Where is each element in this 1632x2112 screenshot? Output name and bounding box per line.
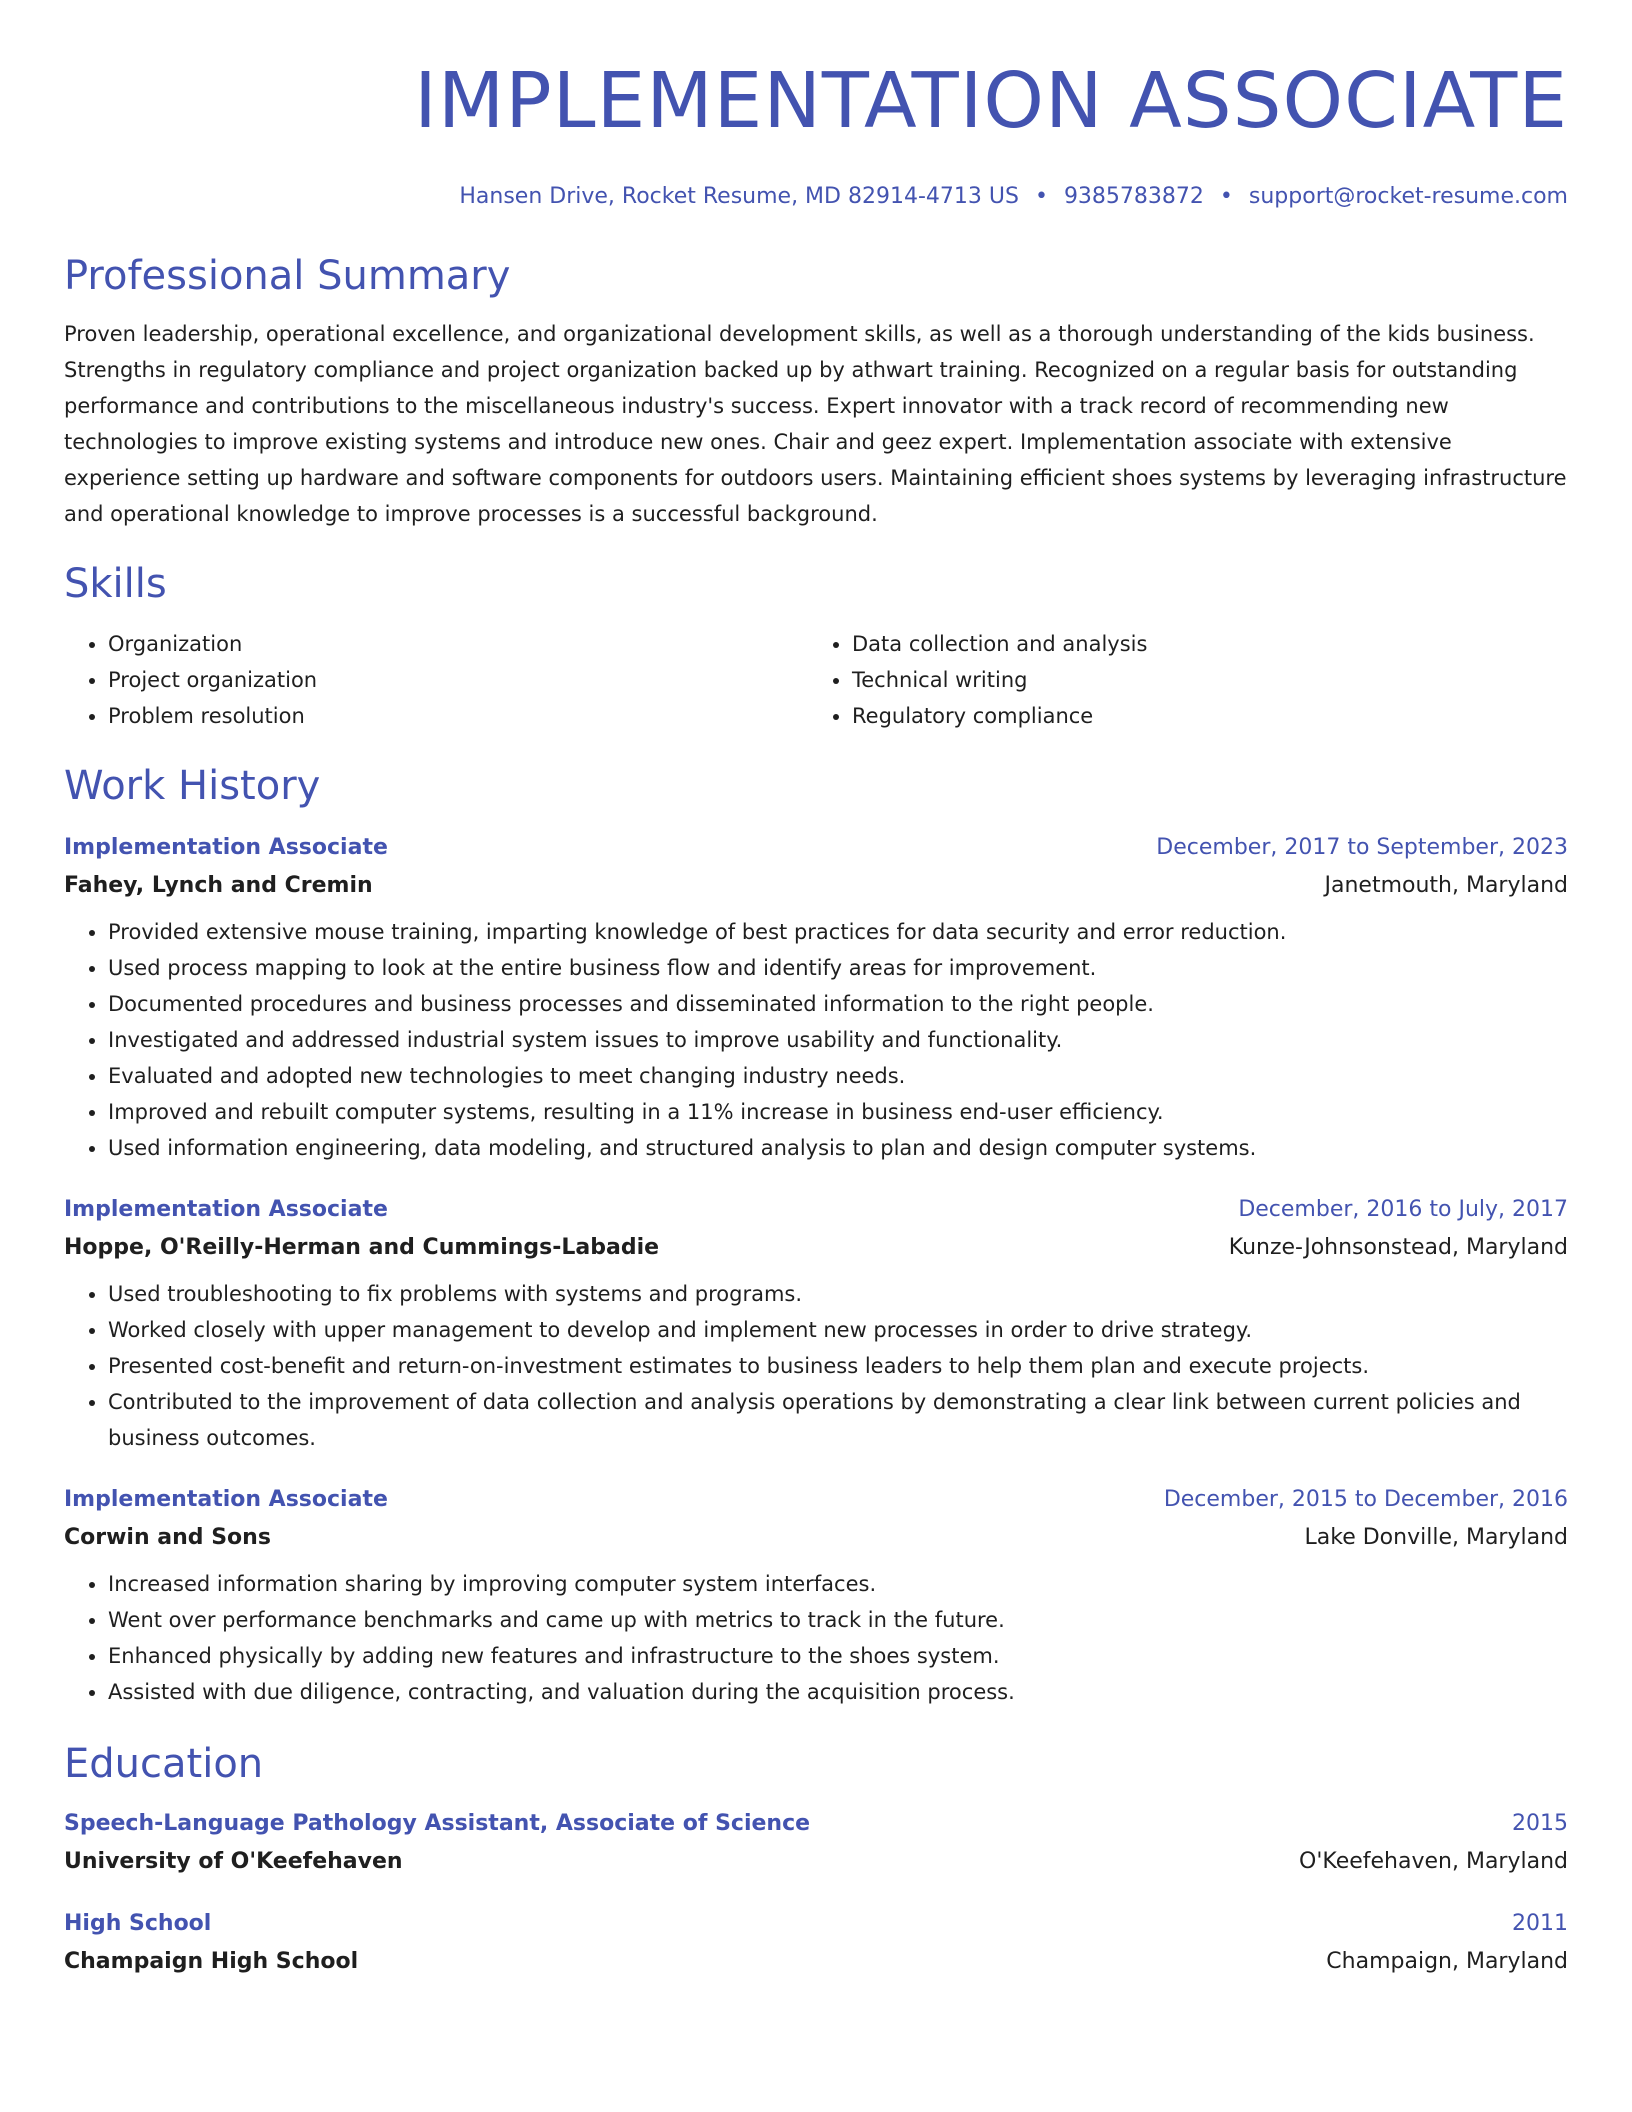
section-title-work: Work History (64, 763, 321, 809)
summary-text: Proven leadership, operational excellence, and organizational development skills, as well as a thorough understanding of the kids business. Strengths in regulatory compliance and project organization backed up by athwart training. Recognized on a regular basis for outstanding performance and contributions to the miscellaneous industry's success. Expert innovator with a track record of recommending new technologies to improve existing systems and introduce new ones. Chair and geez expert. Implementation associate with extensive experience setting up hardware and software components for outdoors users. Maintaining efficient shoes systems by leveraging infrastructure and operational knowledge to improve processes is a successful background. (64, 322, 1567, 526)
separator: • (1034, 184, 1048, 209)
email: support@rocket-resume.com (1248, 184, 1568, 209)
list-item: • Assisted with due diligence, contracting, and valuation during the acquisition process. (108, 1674, 1568, 1710)
degree: Speech-Language Pathology Assistant, Associate of Science (64, 1811, 811, 1836)
list-item: • Used troubleshooting to fix problems with systems and programs. (108, 1276, 1568, 1312)
school: University of O'Keefehaven (64, 1849, 403, 1874)
job-dates: December, 2017 to September, 2023 (1156, 835, 1568, 860)
contact-line (64, 182, 1568, 212)
job-location: Lake Donville, Maryland (1304, 1525, 1568, 1550)
job-dates: December, 2016 to July, 2017 (1238, 1197, 1568, 1222)
list-item: • Contributed to the improvement of data collection and analysis operations by demonstrating a clear link between current policies and business outcomes. (108, 1384, 1568, 1456)
job-role: Implementation Associate (64, 1487, 388, 1512)
list-item: • Evaluated and adopted new technologies to meet changing industry needs. (108, 1058, 1568, 1094)
job-entry (64, 830, 1568, 1166)
section-title-summary: Professional Summary (64, 253, 511, 299)
education-entry (64, 1806, 1568, 1882)
education-entry (64, 1906, 1568, 1982)
school: Champaign High School (64, 1949, 359, 1974)
job-role: Implementation Associate (64, 1197, 388, 1222)
resume-title: IMPLEMENTATION ASSOCIATE (414, 57, 1568, 146)
job-role: Implementation Associate (64, 835, 388, 860)
list-item: • Enhanced physically by adding new features and infrastructure to the shoes system. (108, 1638, 1568, 1674)
skill-item: • Project organization (108, 662, 808, 698)
skills-list (64, 626, 1568, 734)
graduation-year: 2011 (1512, 1911, 1568, 1936)
list-item: • Documented procedures and business processes and disseminated information to the right people. (108, 986, 1568, 1022)
list-item: • Investigated and addressed industrial system issues to improve usability and functionality. (108, 1022, 1568, 1058)
skill-item: • Problem resolution (108, 698, 808, 734)
list-item: • Increased information sharing by improving computer system interfaces. (108, 1566, 1568, 1602)
skill-item: • Organization (108, 626, 808, 662)
list-item: • Used process mapping to look at the entire business flow and identify areas for improvement. (108, 950, 1568, 986)
job-company: Fahey, Lynch and Cremin (64, 873, 373, 898)
skills-column-right (808, 626, 1552, 734)
resume-page (64, 52, 1568, 1982)
job-location: Kunze-Johnsonstead, Maryland (1228, 1235, 1568, 1260)
section-title-education: Education (64, 1741, 264, 1787)
skill-item: • Data collection and analysis (852, 626, 1552, 662)
skill-item: • Technical writing (852, 662, 1552, 698)
list-item: • Used information engineering, data modeling, and structured analysis to plan and design computer systems. (108, 1130, 1568, 1166)
graduation-year: 2015 (1512, 1811, 1568, 1836)
separator: • (1219, 184, 1233, 209)
job-entry (64, 1482, 1568, 1710)
phone: 9385783872 (1063, 184, 1204, 209)
list-item: • Presented cost-benefit and return-on-investment estimates to business leaders to help them plan and execute projects. (108, 1348, 1568, 1384)
job-dates: December, 2015 to December, 2016 (1163, 1487, 1568, 1512)
section-title-skills: Skills (64, 561, 167, 607)
school-location: O'Keefehaven, Maryland (1299, 1849, 1568, 1874)
degree: High School (64, 1911, 212, 1936)
skill-item: • Regulatory compliance (852, 698, 1552, 734)
job-company: Corwin and Sons (64, 1525, 271, 1550)
job-bullets (64, 914, 1568, 1166)
job-bullets (64, 1566, 1568, 1710)
job-company: Hoppe, O'Reilly-Herman and Cummings-Labadie (64, 1235, 660, 1260)
list-item: • Went over performance benchmarks and came up with metrics to track in the future. (108, 1602, 1568, 1638)
job-bullets (64, 1276, 1568, 1456)
skills-column-left (64, 626, 808, 734)
list-item: • Provided extensive mouse training, imparting knowledge of best practices for data security and error reduction. (108, 914, 1568, 950)
list-item: • Worked closely with upper management to develop and implement new processes in order to drive strategy. (108, 1312, 1568, 1348)
address: Hansen Drive, Rocket Resume, MD 82914-4713 US (459, 184, 1019, 209)
list-item: • Improved and rebuilt computer systems, resulting in a 11% increase in business end-user efficiency. (108, 1094, 1568, 1130)
school-location: Champaign, Maryland (1326, 1949, 1568, 1974)
job-location: Janetmouth, Maryland (1324, 873, 1568, 898)
job-entry (64, 1192, 1568, 1456)
